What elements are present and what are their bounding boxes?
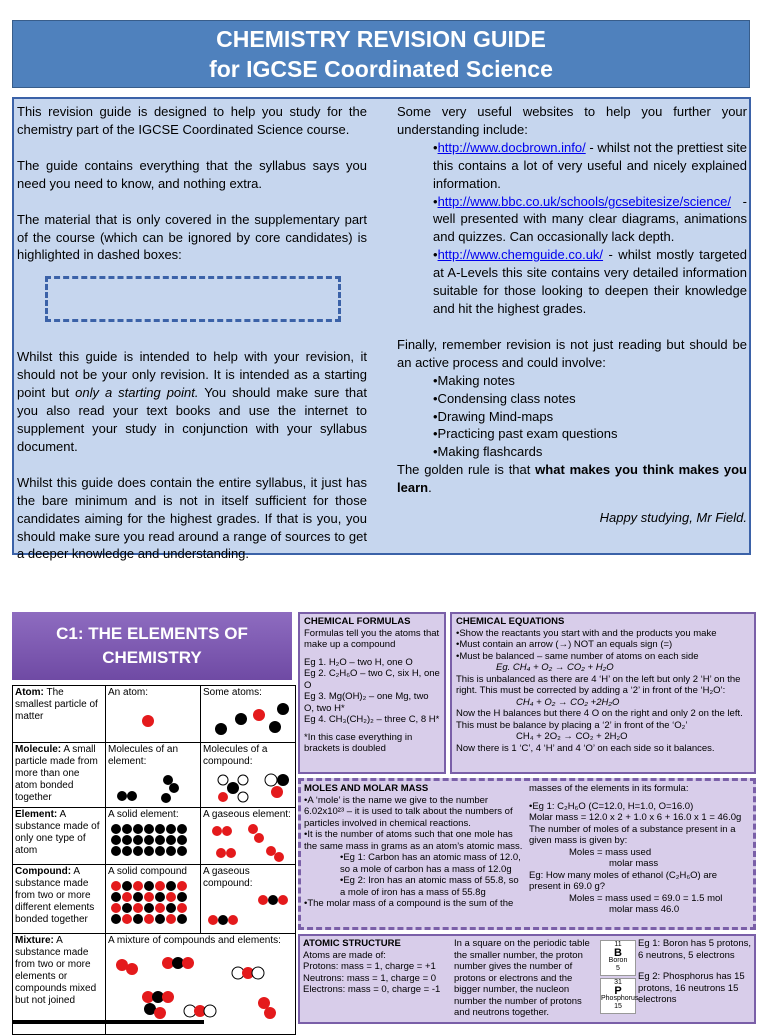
example-label: A gaseous element: bbox=[203, 809, 291, 820]
neutrons-line: Neutrons: mass = 1, charge = 0 bbox=[303, 972, 437, 984]
formula-example-4: Eg 4. CH₃(CH₂)₂ – three C, 8 H* bbox=[304, 714, 440, 725]
moles-line: •It is the number of atoms such that one mole has the same mass in grams as an atom’s atomic mass. bbox=[304, 829, 523, 852]
intro-paragraph-1: This revision guide is designed to help you study for the chemistry part of the IGCSE Coordinated Science course. bbox=[17, 104, 367, 137]
intro-paragraph-5: Whilst this guide does contain the entire syllabus, it just has the bare minimum and is not in itself sufficient for those candidates aiming for the highest grades. If that is you, you should make sure you read around a range of sources to get a deeper knowledge and understanding. bbox=[17, 474, 367, 562]
formulas-intro: Formulas tell you the atoms that make up a compound bbox=[304, 627, 440, 650]
molar-mass-example: •Eg 1: C₂H₆O (C=12.0, H=1.0, O=16.0) bbox=[529, 800, 694, 812]
moles-answer: Moles = mass used = 69.0 = 1.5 mol bbox=[569, 892, 723, 904]
phosphorus-proton-number: 15 bbox=[614, 1003, 622, 1010]
activity-item: •Making flashcards bbox=[433, 444, 543, 460]
moles-formula: Moles = mass used bbox=[569, 846, 652, 858]
intro-paragraph-4 bbox=[17, 348, 367, 455]
boron-proton-number: 5 bbox=[616, 965, 620, 972]
golden-rule-c: . bbox=[428, 480, 432, 496]
bottom-bar bbox=[12, 1020, 204, 1024]
moles-example-1: •Eg 1: Carbon has an atomic mass of 12.0, so a mole of carbon has a mass of 12.0g bbox=[340, 852, 521, 875]
term: Element: bbox=[15, 809, 58, 820]
table-row bbox=[13, 808, 296, 865]
formula-example-3: Eg 3. Mg(OH)₂ – one Mg, two O, two H* bbox=[304, 691, 429, 714]
p4-text-b: You should make sure that you also read your text books and use the internet to supplement your study in conjunction with your syllabus document. bbox=[17, 385, 367, 454]
term: Compound: bbox=[15, 866, 72, 877]
equations-line: •Show the reactants you start with and the products you make bbox=[456, 627, 717, 639]
term: Molecule: bbox=[15, 744, 62, 755]
site-desc-1: - whilst not the prettiest site this contains a lot of very useful and nicely explained information. bbox=[433, 139, 747, 191]
example-label: An atom: bbox=[108, 687, 149, 698]
p4-emphasis: only a starting point. bbox=[75, 385, 199, 401]
formula-example-2: Eg 2. C₂H₆O – two C, six H, one O bbox=[304, 668, 440, 691]
moles-line: •A ‘mole’ is the name we give to the number 6.02x10²³ – it is used to talk about the numbers of particles involved in chemical reactions. bbox=[304, 794, 513, 829]
activity-list bbox=[397, 372, 747, 462]
example-label: Some atoms: bbox=[203, 687, 262, 698]
atomic-left-column bbox=[303, 938, 451, 996]
atomic-right-column bbox=[638, 938, 754, 1006]
molar-mass-calc: Molar mass = 12.0 x 2 + 1.0 x 6 + 16.0 x 1 = 46.0g bbox=[529, 812, 742, 823]
periodic-table-explanation: In a square on the periodic table the smaller number, the proton number gives the number of protons or electrons and the bigger number, the nucleon number the number of protons and neutrons together. bbox=[454, 938, 590, 1018]
equations-line: •Must be balanced – same number of atoms on each side bbox=[456, 650, 699, 662]
example-label: A solid compound bbox=[108, 866, 187, 877]
activity-item: •Condensing class notes bbox=[433, 390, 576, 406]
activity-item: •Practicing past exam questions bbox=[433, 426, 618, 442]
elements-table bbox=[12, 685, 296, 1035]
chemguide-link[interactable]: http://www.chemguide.co.uk/ bbox=[437, 247, 604, 263]
equations-title: CHEMICAL EQUATIONS bbox=[456, 616, 565, 627]
golden-rule-bold: what makes you think makes you learn bbox=[397, 462, 747, 496]
example-cell bbox=[106, 865, 201, 934]
moles-title: MOLES AND MOLAR MASS bbox=[304, 783, 429, 794]
element-molecule-diagram bbox=[108, 770, 198, 806]
header-subtitle: for IGCSE Coordinated Science bbox=[209, 56, 553, 82]
signoff: Happy studying, Mr Field. bbox=[599, 510, 747, 526]
equations-line: Now there is 1 ‘C’, 4 ‘H’ and 4 ‘O’ on each side so it balances. bbox=[456, 742, 715, 754]
phosphorus-symbol: P bbox=[614, 985, 622, 997]
header-title: CHEMISTRY REVISION GUIDE bbox=[216, 26, 546, 52]
c1-title bbox=[12, 612, 292, 680]
equation-balanced: CH₄ + 2O₂ → CO₂ + 2H₂O bbox=[516, 731, 628, 742]
boron-nucleon-number: 11 bbox=[614, 941, 622, 948]
site-desc-2: - well presented with many clear diagrams, animations and quizzes. Can occasionally lack depth. bbox=[433, 193, 747, 245]
definition: A substance made from two or more elements or compounds mixed but not joined bbox=[15, 935, 97, 1006]
atoms-diagram bbox=[203, 701, 293, 737]
electrons-line: Electrons: mass = 0, charge = -1 bbox=[303, 984, 441, 995]
moles-line: masses of the elements in its formula: bbox=[529, 783, 689, 794]
boron-element-tile bbox=[600, 940, 636, 976]
site-item-3: •http://www.chemguide.co.uk/ - whilst mostly targeted at A-Levels this site contains very detailed information suitable for those looking to deepen their knowledge and hit the highest grades. bbox=[433, 247, 747, 316]
example-cell bbox=[201, 808, 296, 865]
c1-title-line2: CHEMISTRY bbox=[102, 648, 202, 667]
chemical-equations-panel bbox=[450, 612, 756, 774]
protons-line: Protons: mass = 1, charge = +1 bbox=[303, 961, 436, 972]
definition: A small particle made from more than one atom bonded together bbox=[15, 744, 98, 803]
compound-molecule-diagram bbox=[203, 770, 293, 806]
table-row bbox=[13, 686, 296, 743]
atomic-title: ATOMIC STRUCTURE bbox=[303, 938, 401, 949]
phosphorus-name: Phosphorus bbox=[601, 995, 639, 1002]
phosphorus-example: Eg 2: Phosphorus has 15 protons, 16 neutrons 15 electrons bbox=[638, 971, 745, 1005]
chemical-formulas-panel bbox=[298, 612, 446, 774]
definition-cell bbox=[13, 686, 106, 743]
definition: The smallest particle of matter bbox=[15, 687, 98, 722]
boron-symbol: B bbox=[614, 947, 622, 959]
atom-diagram bbox=[108, 701, 198, 737]
moles-formula-denominator: molar mass bbox=[609, 858, 659, 869]
mixture-diagram bbox=[108, 949, 288, 1025]
formulas-title: CHEMICAL FORMULAS bbox=[304, 616, 411, 627]
definition-cell bbox=[13, 865, 106, 934]
term: Mixture: bbox=[15, 935, 54, 946]
example-cell bbox=[201, 743, 296, 808]
moles-answer-denominator: molar mass 46.0 bbox=[609, 904, 680, 915]
solid-compound-diagram bbox=[108, 880, 198, 924]
atomic-structure-panel bbox=[298, 934, 756, 1024]
websites-intro: Some very useful websites to help you further your understanding include: bbox=[397, 104, 747, 137]
site-item-2: •http://www.bbc.co.uk/schools/gcsebitesize/science/ - well presented with many clear diagrams, animations and quizzes. Can occasionally lack depth. bbox=[433, 193, 747, 245]
example-cell bbox=[201, 865, 296, 934]
definition-cell bbox=[13, 743, 106, 808]
definition: A substance made from two or more different elements bonded together bbox=[15, 866, 95, 925]
example-cell bbox=[106, 686, 201, 743]
site-item-1: •http://www.docbrown.info/ - whilst not the prettiest site this contains a lot of very useful and nicely explained information. bbox=[433, 139, 747, 191]
revision-intro: Finally, remember revision is not just reading but should be an active process and could involve: bbox=[397, 336, 747, 370]
example-label: A mixture of compounds and elements: bbox=[108, 935, 281, 946]
moles-panel bbox=[298, 778, 756, 930]
equations-line: Now the H balances but there 4 O on the right and only 2 on the left. This must be balance by placing a ‘2’ in front of the ‘O₂’ bbox=[456, 708, 743, 731]
table-row bbox=[13, 743, 296, 808]
docbrown-link[interactable]: http://www.docbrown.info/ bbox=[437, 139, 586, 155]
intro-right-column bbox=[397, 103, 747, 527]
dashed-box-example bbox=[45, 276, 341, 322]
equation-unbalanced: Eg. CH₄ + O₂ → CO₂ + H₂O bbox=[496, 662, 614, 673]
intro-paragraph-2: The guide contains everything that the syllabus says you need you need to know, and nothing extra. bbox=[17, 157, 367, 191]
equations-line: This is unbalanced as there are 4 ‘H’ on the left but only 2 ‘H’ on the right. This must be corrected by adding a ‘2’ in front of the ‘H₂O’: bbox=[456, 673, 741, 696]
gaseous-compound-diagram bbox=[203, 892, 293, 932]
example-cell bbox=[201, 686, 296, 743]
atomic-line: Atoms are made of: bbox=[303, 949, 386, 961]
bbc-link[interactable]: http://www.bbc.co.uk/schools/gcsebitesize/science/ bbox=[437, 193, 731, 209]
moles-right-column bbox=[529, 783, 751, 916]
example-label: A gaseous compound: bbox=[203, 866, 253, 889]
boron-example: Eg 1: Boron has 5 protons, 6 neutrons, 5 electrons bbox=[638, 938, 752, 961]
intro-left-column bbox=[17, 103, 367, 581]
formulas-note: *In this case everything in brackets is doubled bbox=[304, 731, 413, 754]
moles-line: •The molar mass of a compound is the sum of the bbox=[304, 898, 514, 909]
example-label: Molecules of an element: bbox=[108, 744, 179, 767]
equations-line: •Must contain an arrow (→) NOT an equals sign (=) bbox=[456, 639, 673, 650]
phosphorus-element-tile bbox=[600, 978, 639, 1014]
moles-left-column bbox=[304, 783, 526, 910]
example-label: A solid element: bbox=[108, 809, 179, 820]
intro-paragraph-3: The material that is only covered in the supplementary part of the course (which can be ignored by core candidates) is highlighted in dashed boxes: bbox=[17, 211, 367, 263]
moles-example-2: •Eg 2: Iron has an atomic mass of 55.8, so a mole of iron has a mass of 55.8g bbox=[340, 875, 519, 898]
table-row bbox=[13, 865, 296, 934]
golden-rule-a: The golden rule is that bbox=[397, 462, 536, 478]
term: Atom: bbox=[15, 687, 44, 698]
example-cell bbox=[106, 743, 201, 808]
activity-item: •Making notes bbox=[433, 372, 515, 388]
example-label: Molecules of a compound: bbox=[203, 744, 268, 767]
boron-name: Boron bbox=[608, 957, 628, 964]
moles-question: Eg: How many moles of ethanol (C₂H₆O) are present in 69.0 g? bbox=[529, 869, 718, 892]
definition: A substance made of only one type of atom bbox=[15, 809, 100, 856]
phosphorus-nucleon-number: 31 bbox=[614, 979, 622, 986]
golden-rule bbox=[397, 461, 747, 497]
formula-example-1: Eg 1. H₂O – two H, one O bbox=[304, 656, 413, 668]
atomic-middle-column bbox=[454, 938, 596, 1019]
guide-header bbox=[12, 20, 750, 88]
equation-step: CH₄ + O₂ → CO₂ +2H₂O bbox=[516, 696, 620, 708]
activity-item: •Drawing Mind-maps bbox=[433, 408, 554, 424]
gaseous-element-diagram bbox=[203, 823, 293, 863]
example-cell bbox=[106, 808, 201, 865]
moles-line: The number of moles of a substance present in a given mass is given by: bbox=[529, 823, 736, 846]
c1-title-line1: C1: THE ELEMENTS OF bbox=[56, 624, 248, 643]
intro-box bbox=[12, 97, 751, 562]
solid-element-diagram bbox=[108, 823, 198, 863]
p4-text-a: Whilst this guide is intended to help with your revision, it should not be your only revision. It is intended as a starting point but bbox=[17, 349, 367, 401]
definition-cell bbox=[13, 808, 106, 865]
site-desc-3: - whilst mostly targeted at A-Levels this site contains very detailed information suitable for those looking to deepen their knowledge and hit the highest grades. bbox=[433, 247, 747, 316]
